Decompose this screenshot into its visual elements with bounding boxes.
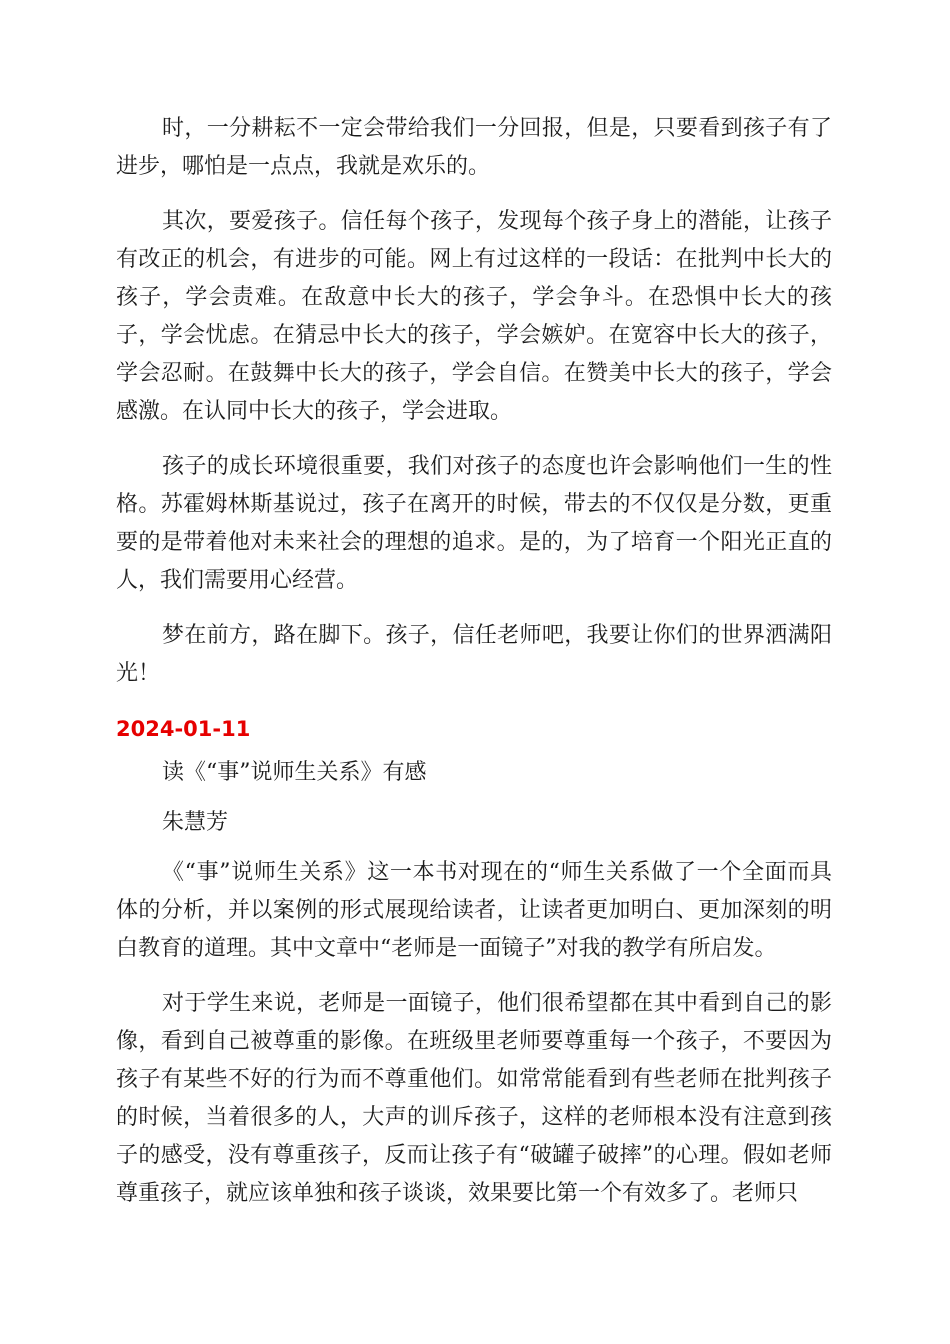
article-title: 读《“事”说师生关系》有感: [162, 760, 427, 785]
paragraph: 《“事”说师生关系》这一本书对现在的“师生关系做了一个全面而具体的分析，并以案例的形式展现给读者，让读者更加明白、更加深刻的明白教育的道理。其中文章中“老师是一面镜子”对我的教学有所启发。: [116, 860, 832, 961]
date-heading: 2024-01-11: [116, 717, 251, 741]
paragraph: 其次，要爱孩子。信任每个孩子，发现每个孩子身上的潜能，让孩子有改正的机会，有进步的可能。网上有过这样的一段话：在批判中长大的孩子，学会责难。在敌意中长大的孩子，学会争斗。在恐惧中长大的孩子，学会忧虑。在猜忌中长大的孩子，学会嫉妒。在宽容中长大的孩子，学会忍耐。在鼓舞中长大的孩子，学会自信。在赞美中长大的孩子，学会感激。在认同中长大的孩子，学会进取。: [116, 209, 832, 424]
document-page: [116, 110, 832, 1230]
paragraph: 时，一分耕耘不一定会带给我们一分回报，但是，只要看到孩子有了进步，哪怕是一点点，我就是欢乐的。: [116, 116, 832, 179]
author-name: 朱慧芳: [162, 810, 229, 835]
paragraph: 孩子的成长环境很重要，我们对孩子的态度也许会影响他们一生的性格。苏霍姆林斯基说过，孩子在离开的时候，带去的不仅仅是分数，更重要的是带着他对未来社会的理想的追求。是的，为了培育一个阳光正直的人，我们需要用心经营。: [116, 454, 832, 593]
paragraph: 梦在前方，路在脚下。孩子，信任老师吧，我要让你们的世界洒满阳光！: [116, 623, 832, 686]
paragraph: 对于学生来说，老师是一面镜子，他们很希望都在其中看到自己的影像，看到自己被尊重的影像。在班级里老师要尊重每一个孩子，不要因为孩子有某些不好的行为而不尊重他们。如常常能看到有些老师在批判孩子的时候，当着很多的人，大声的训斥孩子，这样的老师根本没有注意到孩子的感受，没有尊重孩子，反而让孩子有“破罐子破摔”的心理。假如老师尊重孩子，就应该单独和孩子谈谈，效果要比第一个有效多了。老师只: [116, 991, 832, 1206]
